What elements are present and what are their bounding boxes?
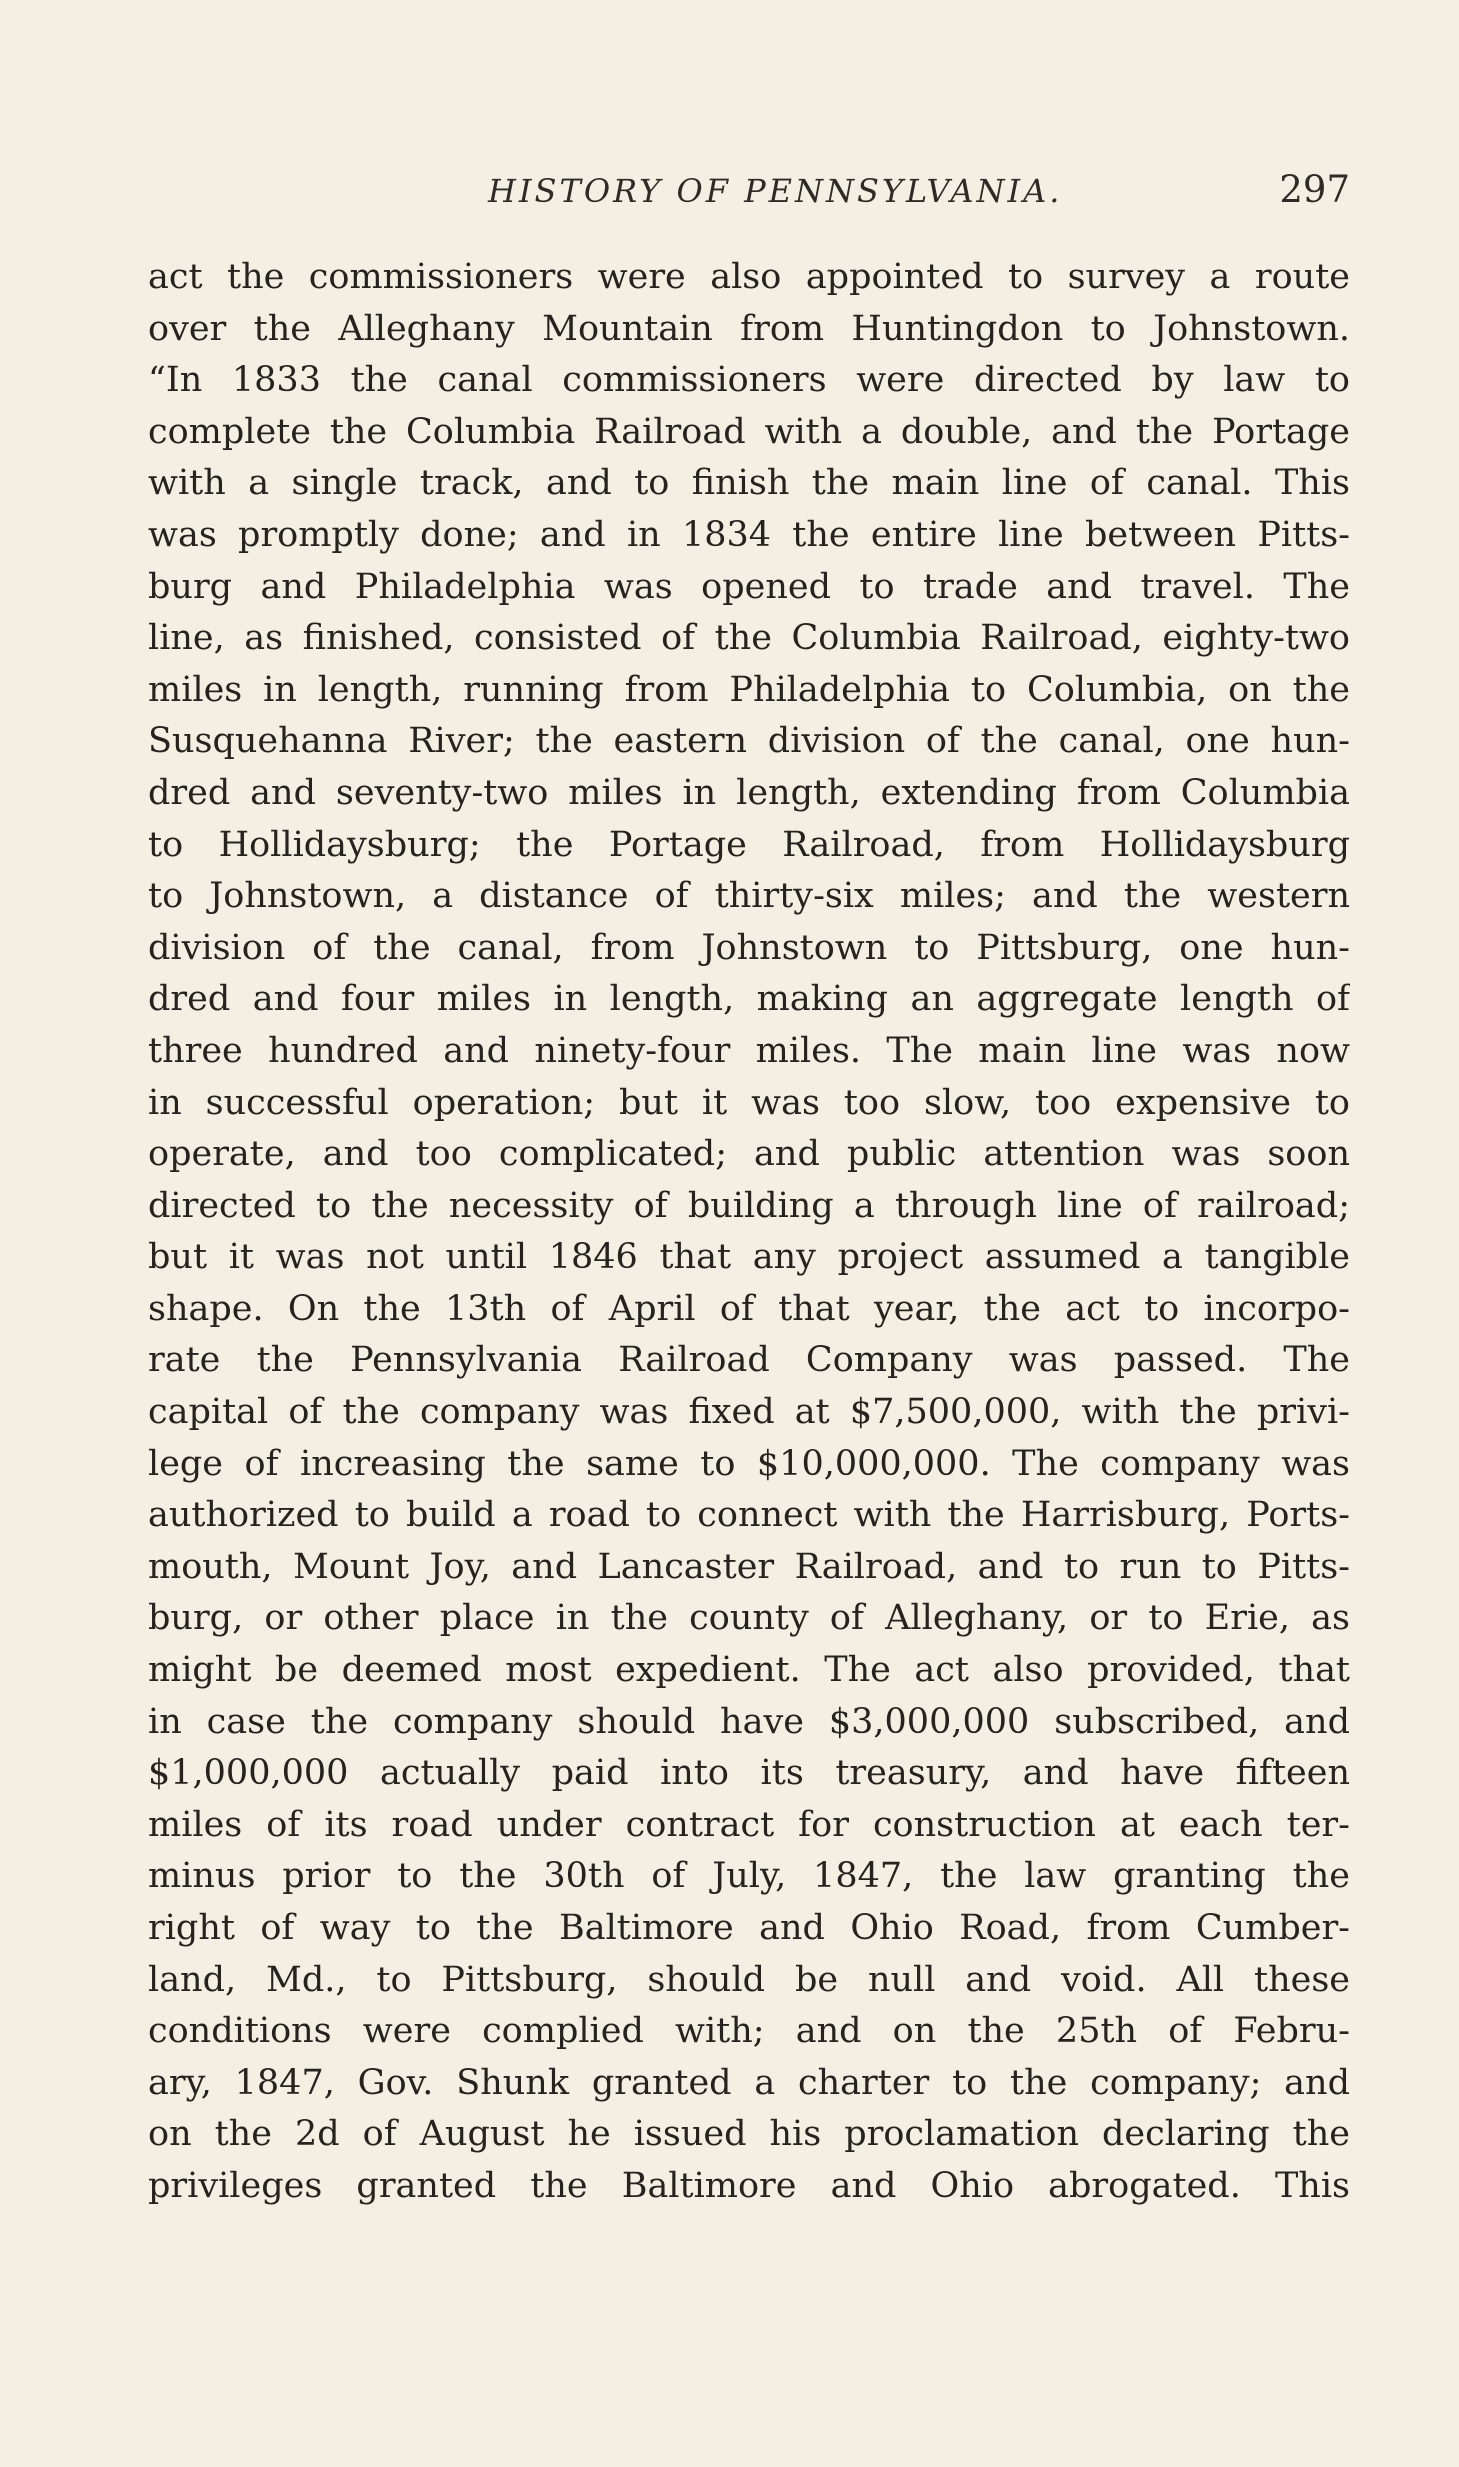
text-line: dred and seventy-two miles in length, extending from Columbia [148,772,1350,813]
text-line: $1,000,000 actually paid into its treasury, and have fifteen [148,1753,1350,1794]
running-head-title: HISTORY OF PENNSYLVANIA. [488,172,1063,210]
text-line: minus prior to the 30th of July, 1847, the law granting the [148,1856,1350,1897]
text-line: complete the Columbia Railroad with a double, and the Portage [148,411,1350,452]
text-line: dred and four miles in length, making an aggregate length of [148,979,1350,1020]
text-line: miles in length, running from Philadelphia to Columbia, on the [148,669,1350,710]
text-line: division of the canal, from Johnstown to Pittsburg, one hun- [148,927,1350,968]
text-line: three hundred and ninety-four miles. The main line was now [148,1030,1350,1071]
text-line: capital of the company was fixed at $7,500,000, with the privi- [148,1392,1350,1433]
text-line: ary, 1847, Gov. Shunk granted a charter to the company; and [148,2062,1350,2103]
text-line: line, as finished, consisted of the Columbia Railroad, eighty-two [148,618,1350,659]
running-head [148,168,1350,222]
text-line: “In 1833 the canal commissioners were directed by law to [148,360,1350,401]
page-number: 297 [1279,168,1350,211]
text-line: to Hollidaysburg; the Portage Railroad, from Hollidaysburg [148,824,1350,865]
text-line: in successful operation; but it was too slow, too expensive to [148,1082,1350,1123]
text-line: was promptly done; and in 1834 the entire line between Pitts- [148,514,1350,555]
text-line: shape. On the 13th of April of that year, the act to incorpo- [148,1288,1350,1329]
text-line: Susquehanna River; the eastern division of the canal, one hun- [148,721,1350,762]
text-line: might be deemed most expedient. The act also provided, that [148,1650,1350,1691]
text-line: on the 2d of August he issued his proclamation declaring the [148,2114,1350,2155]
text-line: act the commissioners were also appointed to survey a route [148,257,1350,297]
text-line: authorized to build a road to connect with the Harrisburg, Ports- [148,1495,1350,1536]
text-line: mouth, Mount Joy, and Lancaster Railroad, and to run to Pitts- [148,1546,1350,1587]
text-line: conditions were complied with; and on the 25th of Febru- [148,2011,1350,2052]
body-text [148,252,1350,2213]
text-line: operate, and too complicated; and public attention was soon [148,1134,1350,1175]
text-line: burg and Philadelphia was opened to trade and travel. The [148,566,1350,607]
text-line: directed to the necessity of building a through line of railroad; [148,1185,1350,1226]
text-line: but it was not until 1846 that any project assumed a tangible [148,1237,1350,1278]
text-line: with a single track, and to finish the main line of canal. This [148,463,1350,504]
text-line: privileges granted the Baltimore and Ohio abrogated. This [148,2165,1350,2206]
text-line: miles of its road under contract for construction at each ter- [148,1804,1350,1845]
text-line: rate the Pennsylvania Railroad Company was passed. The [148,1340,1350,1381]
text-line: in case the company should have $3,000,000 subscribed, and [148,1701,1350,1742]
text-line: right of way to the Baltimore and Ohio Road, from Cumber- [148,1908,1350,1948]
text-line: burg, or other place in the county of Alleghany, or to Erie, as [148,1598,1350,1639]
text-line: land, Md., to Pittsburg, should be null and void. All these [148,1959,1350,2000]
text-line: over the Alleghany Mountain from Huntingdon to Johnstown. [148,308,1350,349]
text-line: lege of increasing the same to $10,000,000. The company was [148,1443,1350,1484]
text-line: to Johnstown, a distance of thirty-six miles; and the western [148,876,1350,917]
